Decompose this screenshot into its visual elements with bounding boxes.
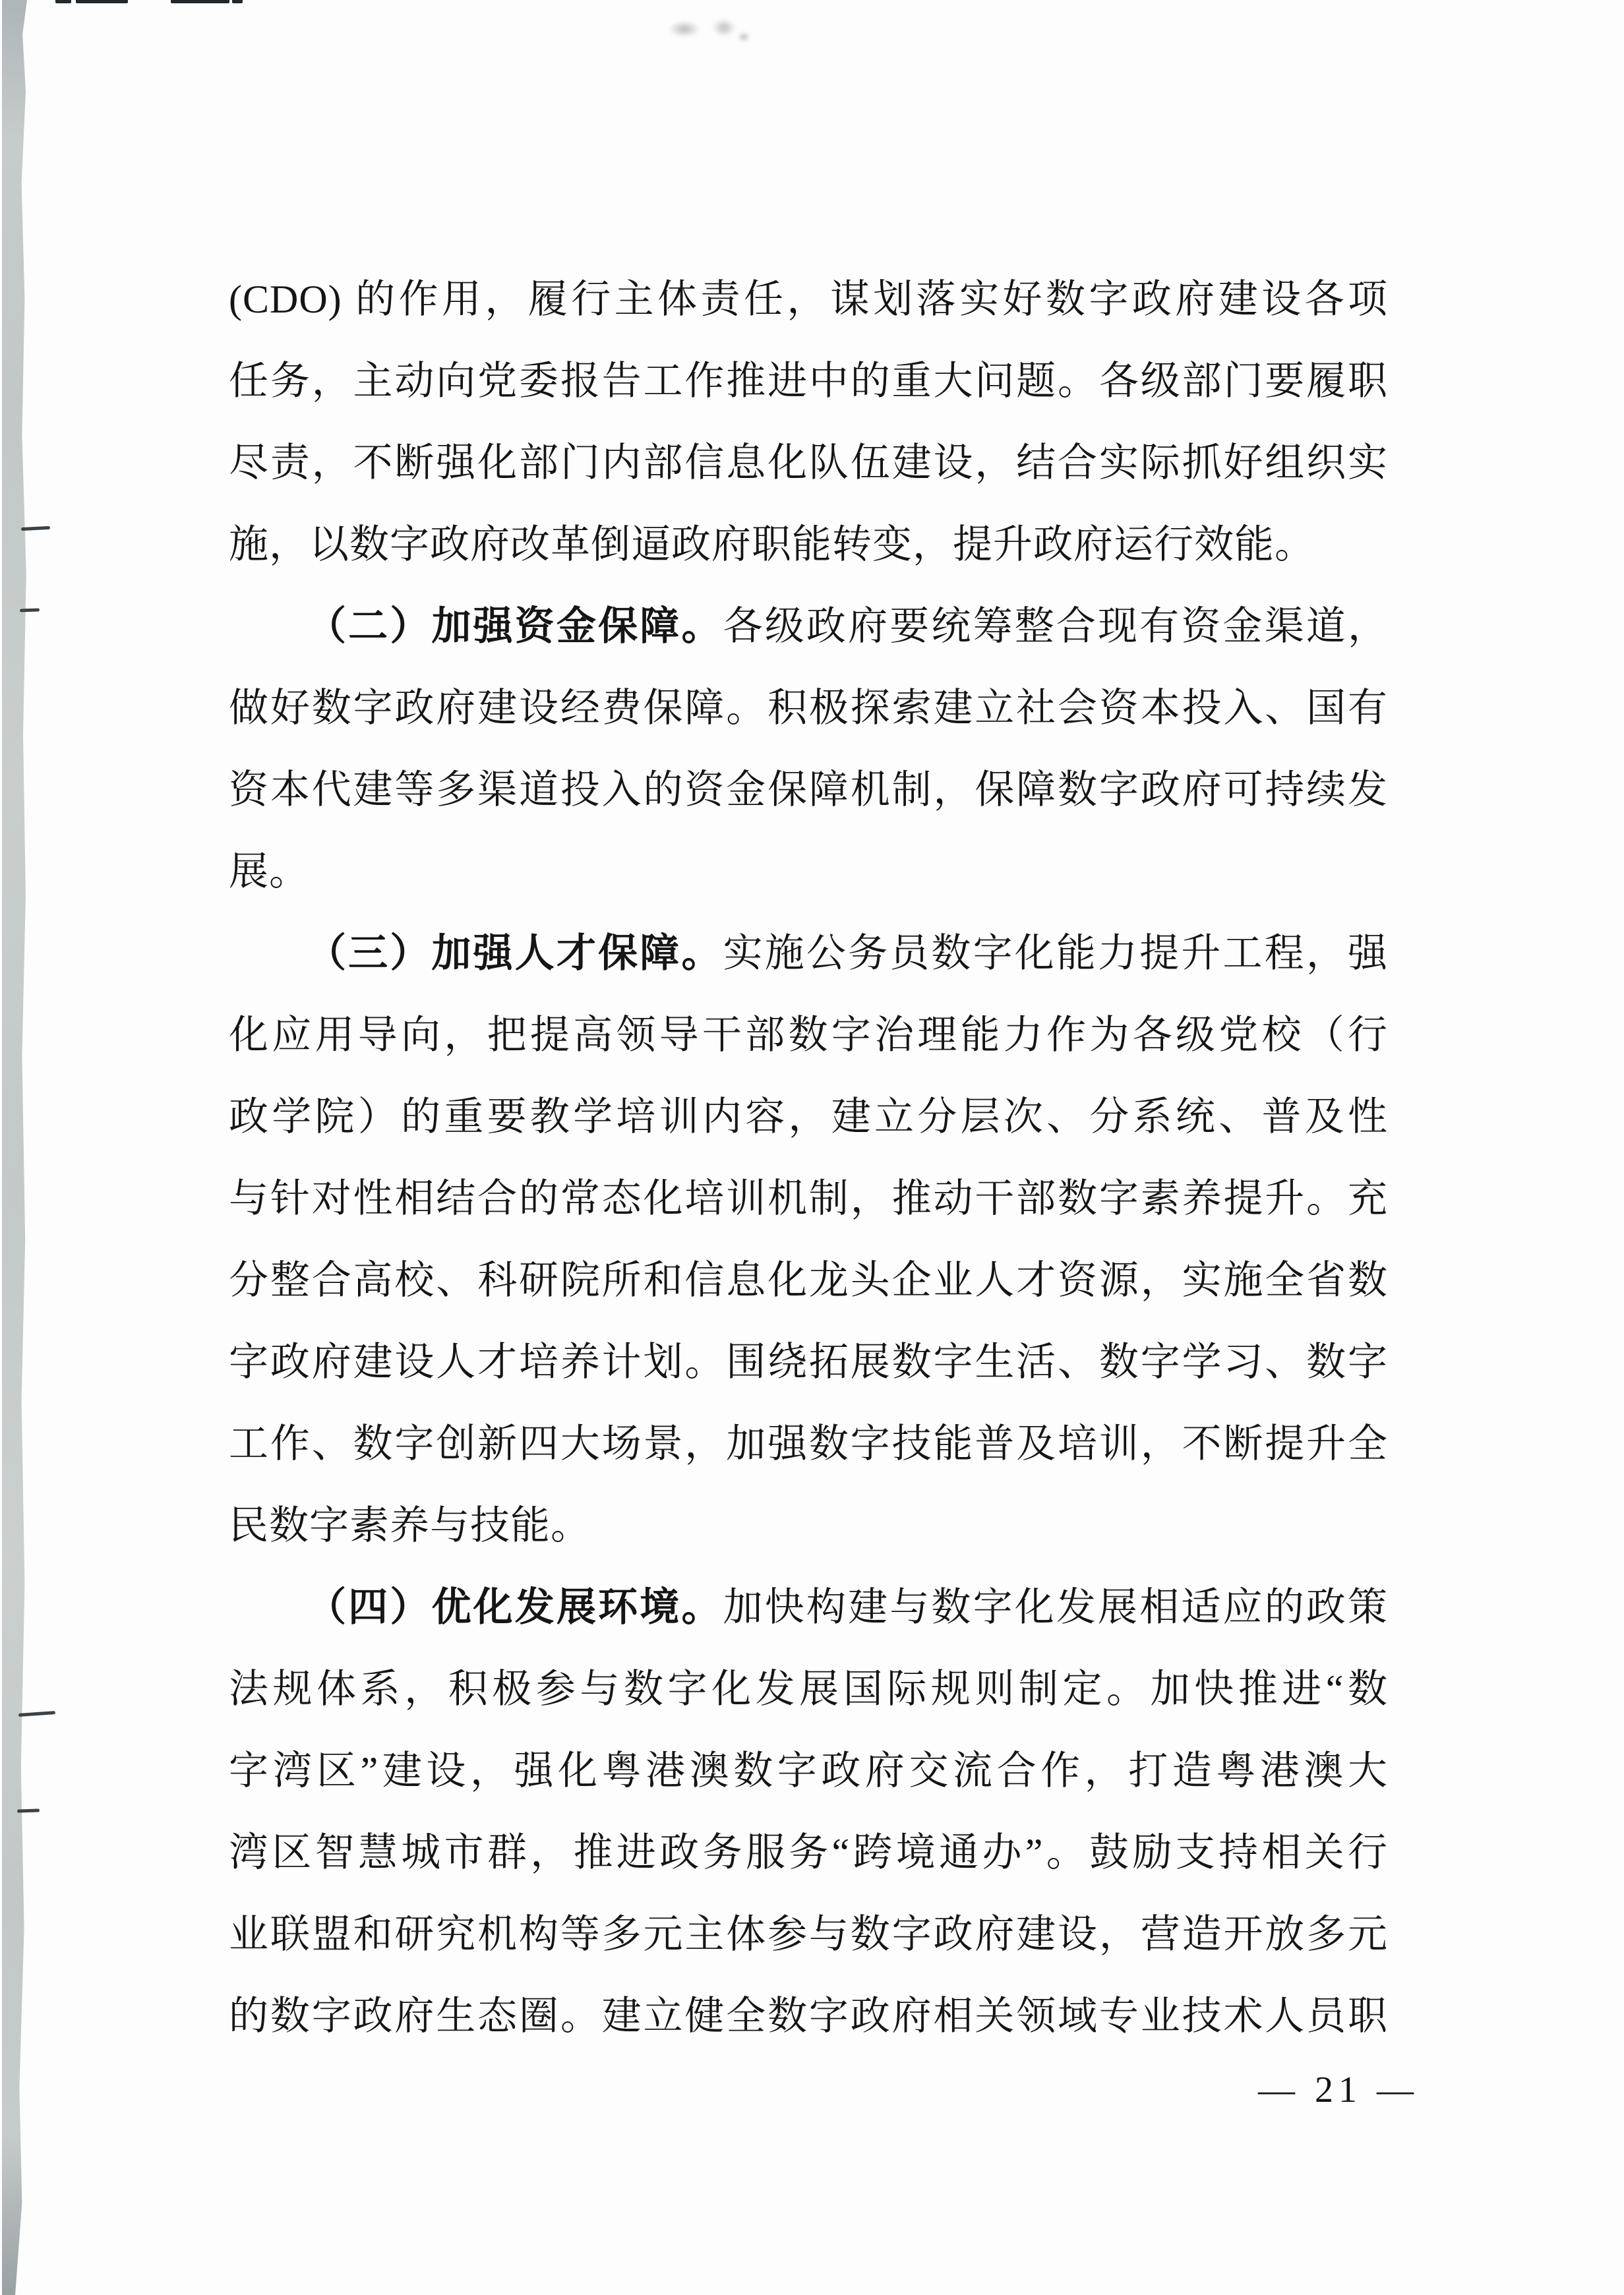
text-line: 湾区智慧城市群，推进政务服务“跨境通办”。鼓励支持相关行 bbox=[229, 1831, 1388, 1874]
text-line: (CDO) 的作用，履行主体责任，谋划落实好数字政府建设各项 bbox=[229, 278, 1388, 321]
text-line: 的数字政府生态圈。建立健全数字政府相关领域专业技术人员职 bbox=[229, 1994, 1388, 2038]
section-heading: （四）优化发展环境。 bbox=[307, 1586, 723, 1629]
top-edge-mark bbox=[232, 0, 243, 3]
section-heading: （二）加强资金保障。 bbox=[307, 605, 723, 648]
document-text bbox=[229, 258, 1388, 2057]
text-line: 做好数字政府建设经费保障。积极探索建立社会资本投入、国有 bbox=[229, 686, 1388, 730]
scan-speck bbox=[17, 1808, 40, 1812]
scan-speck bbox=[18, 1711, 55, 1717]
text-line: 与针对性相结合的常态化培训机制，推动干部数字素养提升。充 bbox=[229, 1177, 1388, 1220]
text-line: 工作、数字创新四大场景，加强数字技能普及培训，不断提升全 bbox=[229, 1422, 1388, 1466]
text-line: 政学院）的重要教学培训内容，建立分层次、分系统、普及性 bbox=[229, 1095, 1388, 1139]
text-line bbox=[229, 912, 1388, 994]
top-edge-mark bbox=[171, 0, 229, 3]
text-segment: 各级政府要统筹整合现有资金渠道， bbox=[723, 605, 1388, 648]
text-line: 化应用导向，把提高领导干部数字治理能力作为各级党校（行 bbox=[229, 1013, 1388, 1057]
text-line: 任务，主动向党委报告工作推进中的重大问题。各级部门要履职 bbox=[229, 359, 1388, 403]
scan-speck bbox=[21, 526, 50, 531]
text-line: 分整合高校、科研院所和信息化龙头企业人才资源，实施全省数 bbox=[229, 1259, 1388, 1302]
text-line: 尽责，不断强化部门内部信息化队伍建设，结合实际抓好组织实 bbox=[229, 441, 1388, 485]
text-line: 民数字素养与技能。 bbox=[229, 1504, 591, 1547]
text-line: 业联盟和研究机构等多元主体参与数字政府建设，营造开放多元 bbox=[229, 1913, 1388, 1956]
text-segment: 实施公务员数字化能力提升工程，强 bbox=[723, 932, 1388, 975]
text-line: 资本代建等多渠道投入的资金保障机制，保障数字政府可持续发 bbox=[229, 768, 1388, 812]
top-edge-mark bbox=[55, 0, 71, 3]
ink-bleedthrough-smudge bbox=[659, 8, 765, 46]
text-line: 展。 bbox=[229, 850, 309, 893]
text-line: 字湾区”建设，强化粤港澳数字政府交流合作，打造粤港澳大 bbox=[229, 1749, 1388, 1793]
section-heading: （三）加强人才保障。 bbox=[307, 932, 723, 975]
text-line: 施，以数字政府改革倒逼政府职能转变，提升政府运行效能。 bbox=[229, 523, 1315, 566]
text-segment: 加快构建与数字化发展相适应的政策 bbox=[723, 1586, 1388, 1629]
scan-speck bbox=[20, 608, 40, 612]
text-line: 法规体系，积极参与数字化发展国际规则制定。加快推进“数 bbox=[229, 1667, 1388, 1711]
text-line bbox=[229, 585, 1388, 667]
page-number: — 21 — bbox=[1258, 2070, 1419, 2110]
text-line: 字政府建设人才培养计划。围绕拓展数字生活、数字学习、数字 bbox=[229, 1340, 1388, 1384]
binding-shadow-artifact bbox=[2, 0, 28, 2295]
top-edge-mark bbox=[76, 0, 128, 3]
text-line bbox=[229, 1566, 1388, 1648]
